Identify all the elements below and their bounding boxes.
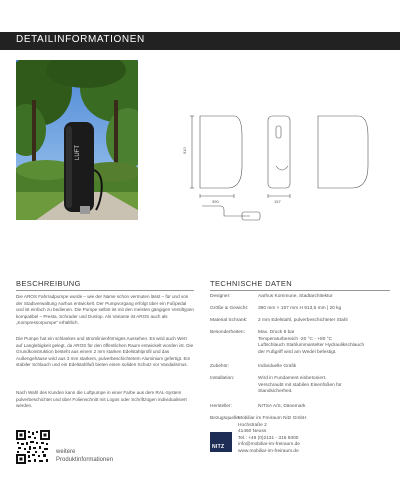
spec-label-material: Material Schrank: <box>210 318 248 323</box>
product-photo <box>16 60 138 220</box>
spec-value-material: 2 mm Edelstahl, pulverbeschichteter Stahl <box>258 318 348 323</box>
spec-value-size: 390 mm × 157 mm H 913,5 mm | 20 kg <box>258 306 342 311</box>
dim-width-front: 390 <box>212 199 219 204</box>
qr-caption <box>56 448 113 464</box>
description-paragraph-3: Nach Wahl des Kunden kann die Luftpumpe in einer Farbe aus dem RAL-System pulverbeschichtet und über Folienschnitt mit Logos oder Schriftzügen individualisiert werden. <box>16 390 187 408</box>
spec-label-size: Größe & Gewicht: <box>210 306 249 311</box>
qr-caption-line-1: weitere <box>56 449 76 455</box>
spec-label-source: Bezugsquelle: <box>210 416 241 421</box>
description-divider <box>16 290 194 291</box>
spec-value-accessories: Individuelle Grafik <box>258 364 297 369</box>
specs-title: TECHNISCHE DATEN <box>210 279 293 288</box>
dim-width-side: 157 <box>274 199 281 204</box>
spec-value-manufacturer: NITSA A/S, Dänemark <box>258 404 306 409</box>
section-header-bar <box>0 32 400 50</box>
spec-label-installation: Installation: <box>210 376 235 381</box>
dim-height: 910 <box>182 147 187 154</box>
description-title: BESCHREIBUNG <box>16 279 81 288</box>
spec-label-accessories: Zubehör: <box>210 364 230 369</box>
description-paragraph-2: Die Pumpe hat ein schlankes und stromlinienförmiges Aussehen. Es wird auch Wert auf Langlebigkeit gelegt, da AROS für den öffentlichen Raum entwickelt worden ist. Die Grundkonstruktion besteht aus einem 2 mm starken Edelstahlprofil und das Außengehäuse wird aus 3 mm starkem, pulverbeschichtetem Aluminium gefertigt. Ein stabiler Schlauch und ein Edelstahlfuß bieten einen soliden Schutz vor Vandalismus. <box>16 336 194 367</box>
spec-value-features: Max. Druck 8 bar Temperaturbereich -20 °C - +80 °C Luftschlauch Stahlummantelter Hydraulikschlauch der Fußgriff wird am Wedel befestigt. <box>258 330 365 355</box>
qr-caption-line-2: Produktinformationen <box>56 457 114 463</box>
spec-value-designer: Aarhus Kommune, Stadtarchitektur <box>258 294 333 299</box>
spec-label-designer: Designer: <box>210 294 231 299</box>
spec-label-features: Besonderheiten: <box>210 330 245 335</box>
pump-label: LUFT <box>75 145 81 160</box>
back-view-outline <box>318 116 368 188</box>
technical-drawing <box>172 96 394 226</box>
front-view-outline <box>200 116 242 188</box>
qr-code[interactable] <box>16 430 50 464</box>
section-title: DETAILINFORMATIONEN <box>16 34 145 45</box>
spec-value-installation: Wird in Fundament einbetoniert. Verschraubt mit stabilen Eisenfüßen für Standsicherheit. <box>258 376 342 394</box>
logo-text: NITZ <box>212 444 225 450</box>
specs-divider <box>210 290 390 291</box>
description-paragraph-1: Die AROS Fahrradpumpe wurde – wie der Name schon vermuten lässt – für und von der Stadtverwaltung Aarhus entwickelt. Der Pumpvorgang erfolgt über ein Fußpedal und ist einfach zu bedienen. Die Pumpe selbst ist mit den meisten gängigen Ventiltypen kompatibel – Presta, Schrader und Dunlop. Als Variante ist AROS auch als „Kompressorpumpe“ erhältlich. <box>16 294 194 325</box>
spec-label-manufacturer: Hersteller: <box>210 404 232 409</box>
side-view-outline <box>268 116 290 188</box>
nitz-logo <box>210 432 232 452</box>
spec-value-source: Mobiliar im Freiraum Nitz GmbH Hochstraße 2 41460 Neuss Tel.: +49 (0)2131 - 316 9300 info@mobiliar-im-freiraum.de www.mobiliar-im-freiraum.de <box>238 416 307 454</box>
